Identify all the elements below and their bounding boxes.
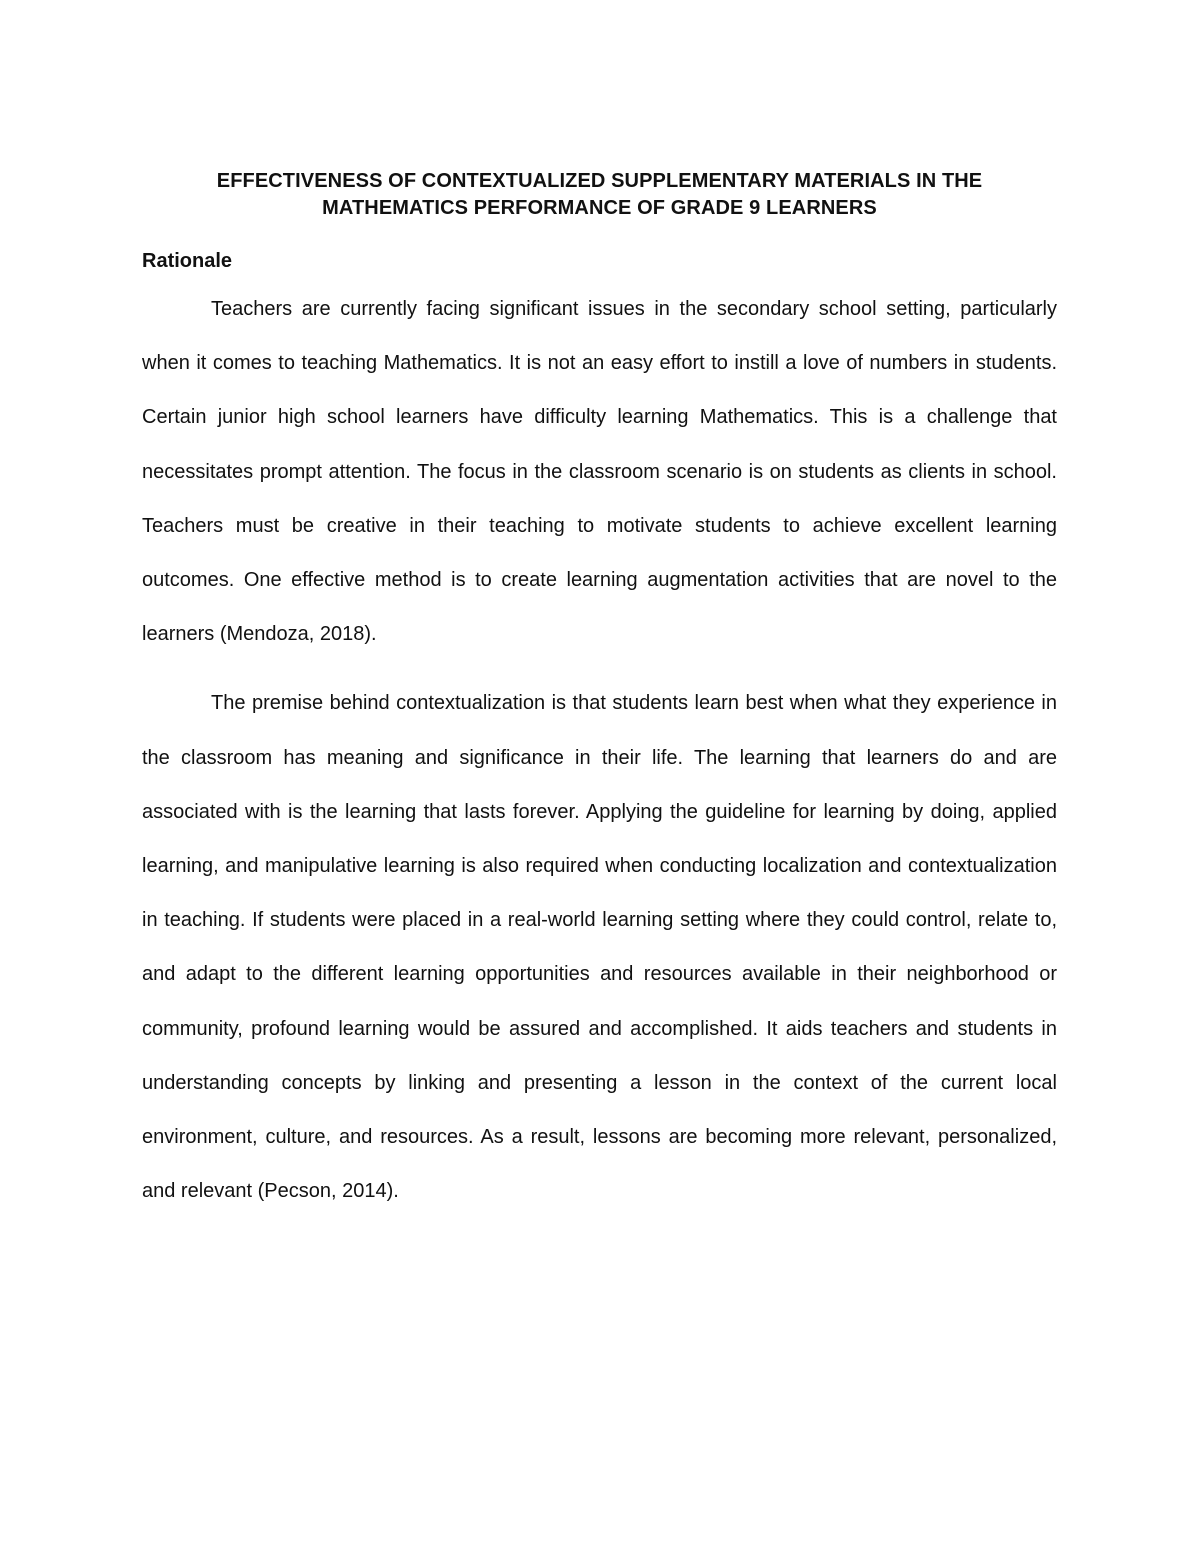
document-title-line-2: MATHEMATICS PERFORMANCE OF GRADE 9 LEARNERS: [322, 197, 877, 219]
document-title-line-1: EFFECTIVENESS OF CONTEXTUALIZED SUPPLEMENTARY MATERIALS IN THE: [216, 170, 983, 192]
paragraph-1: Teachers are currently facing significant issues in the secondary school setting, particularly when it comes to teaching Mathematics. It is not an easy effort to instill a love of numbers in students. Certain junior high school learners have difficulty learning Mathematics. This is a challenge that necessitates prompt attention. The focus in the classroom scenario is on students as clients in school. Teachers must be creative in their teaching to motivate students to achieve excellent learning outcomes. One effective method is to create learning augmentation activities that are novel to the learners (Mendoza, 2018).: [142, 298, 1057, 646]
document-title: [142, 168, 1057, 222]
document-page: [142, 168, 1057, 1218]
section-heading-rationale: Rationale: [142, 250, 233, 272]
paragraph-2: The premise behind contextualization is that students learn best when what they experience in the classroom has meaning and significance in their life. The learning that learners do and are associated with is the learning that lasts forever. Applying the guideline for learning by doing, applied learning, and manipulative learning is also required when conducting localization and contextualization in teaching. If students were placed in a real-world learning setting where they could control, relate to, and adapt to the different learning opportunities and resources available in their neighborhood or community, profound learning would be assured and accomplished. It aids teachers and students in understanding concepts by linking and presenting a lesson in the context of the current local environment, culture, and resources. As a result, lessons are becoming more relevant, personalized, and relevant (Pecson, 2014).: [142, 692, 1057, 1203]
